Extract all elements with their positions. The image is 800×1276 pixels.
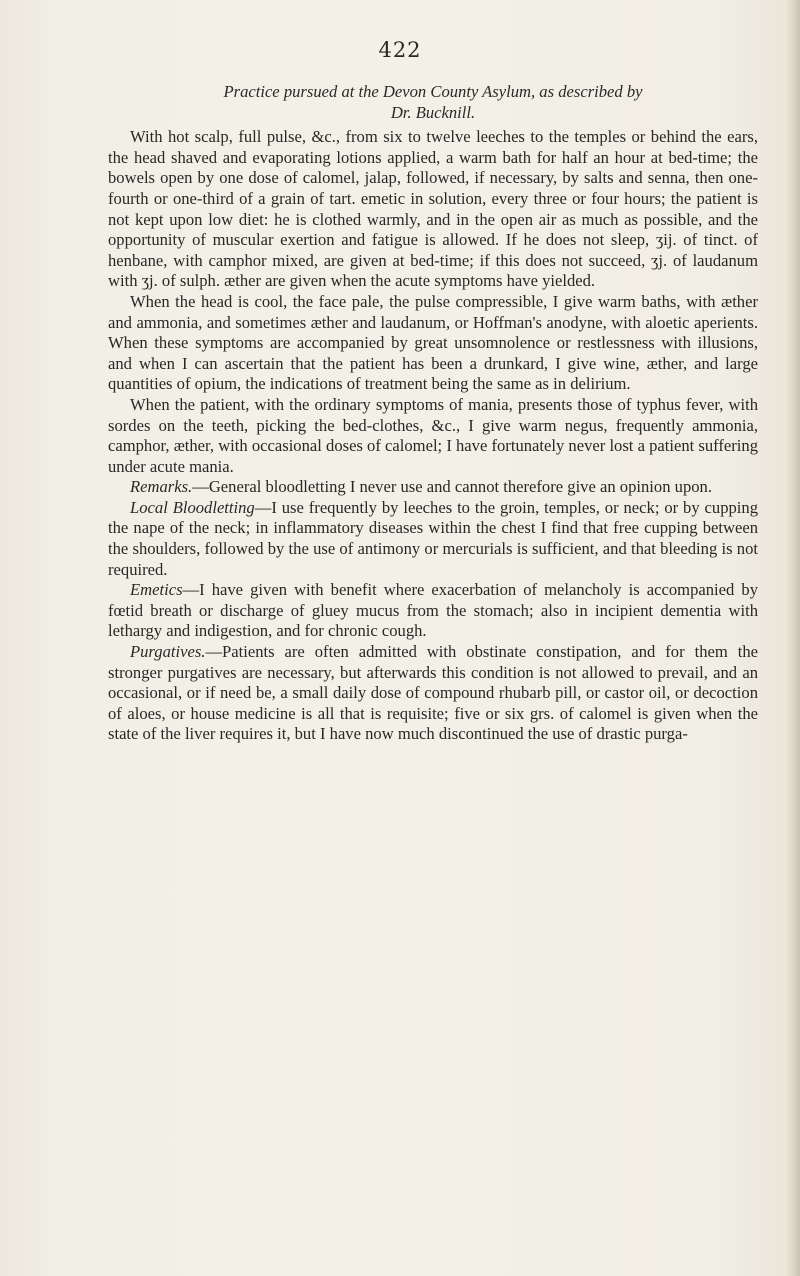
paragraph-emetics <box>108 580 758 642</box>
page-number: 422 <box>378 38 422 62</box>
heading-line-2: Dr. Bucknill. <box>390 102 476 122</box>
paragraph-remarks <box>108 477 758 498</box>
emetics-label: Emetics <box>130 580 183 600</box>
page-edge-shadow <box>786 0 800 1276</box>
paragraph-purgatives <box>108 642 758 745</box>
heading-line-1: Practice pursued at the Devon County Asylum, as described by <box>223 82 643 101</box>
section-heading <box>108 82 758 123</box>
purgatives-text: —Patients are often admitted with obstinate constipation, and for them the stronger purgatives are necessary, but afterwards this condition is not allowed to prevail, and an occasional, or if need be, a small daily dose of compound rhubarb pill, or castor oil, or decoction of aloes, or house medicine is all that is requisite; five or six grs. of calomel is given when the state of the liver requires it, but I have now much discontinued the use of drastic purga- <box>108 642 758 744</box>
page-body <box>108 82 758 745</box>
local-bloodletting-label: Local Bloodletting <box>130 497 255 517</box>
remarks-label: Remarks. <box>130 477 193 497</box>
paragraph-head-cool: When the head is cool, the face pale, the pulse compressible, I give warm baths, with æther and ammonia, and sometimes æther and laudanum, or Hoffman's anodyne, with aloetic aperients. When these symptoms are accompanied by great unsomnolence or restlessness with illusions, and when I can ascertain that the patient has been a drunkard, I give wine, æther, and large quantities of opium, the indications of treatment being the same as in delirium. <box>108 291 758 394</box>
remarks-text: —General bloodletting I never use and cannot therefore give an opinion upon. <box>192 477 712 497</box>
paragraph-typhus: When the patient, with the ordinary symptoms of mania, presents those of typhus fever, with sordes on the teeth, picking the bed-clothes, &c., I give warm negus, frequently ammonia, camphor, æther, with occasional doses of calomel; I have fortunately never lost a patient suffering under acute mania. <box>108 394 758 476</box>
emetics-text: —I have given with benefit where exacerbation of melancholy is accompanied by fœtid breath or discharge of gluey mucus from the stomach; also in incipient dementia with lethargy and indigestion, and for chronic cough. <box>108 580 758 641</box>
paragraph-hot-scalp: With hot scalp, full pulse, &c., from six to twelve leeches to the temples or behind the ears, the head shaved and evaporating lotions applied, a warm bath for half an hour at bed-time; the bowels open by one dose of calomel, jalap, followed, if necessary, by salts and senna, then one-fourth or one-third of a grain of tart. emetic in solution, every three or four hours; the patient is not kept upon low diet: he is clothed warmly, and in the open air as much as possible, and the opportunity of muscular exertion and fatigue is allowed. If he does not sleep, ʒij. of tinct. of henbane, with camphor mixed, are given at bed-time; if this does not succeed, ʒj. of laudanum with ʒj. of sulph. æther are given when the acute symptoms have yielded. <box>108 127 758 291</box>
paragraph-local-bloodletting <box>108 498 758 580</box>
purgatives-label: Purgatives. <box>130 642 206 662</box>
local-bloodletting-text: —I use frequently by leeches to the groin, temples, or neck; or by cupping the nape of the neck; in inflammatory diseases within the chest I find that free cupping between the shoulders, followed by the use of antimony or mercurials is sufficient, and that bleeding is not required. <box>108 497 758 579</box>
